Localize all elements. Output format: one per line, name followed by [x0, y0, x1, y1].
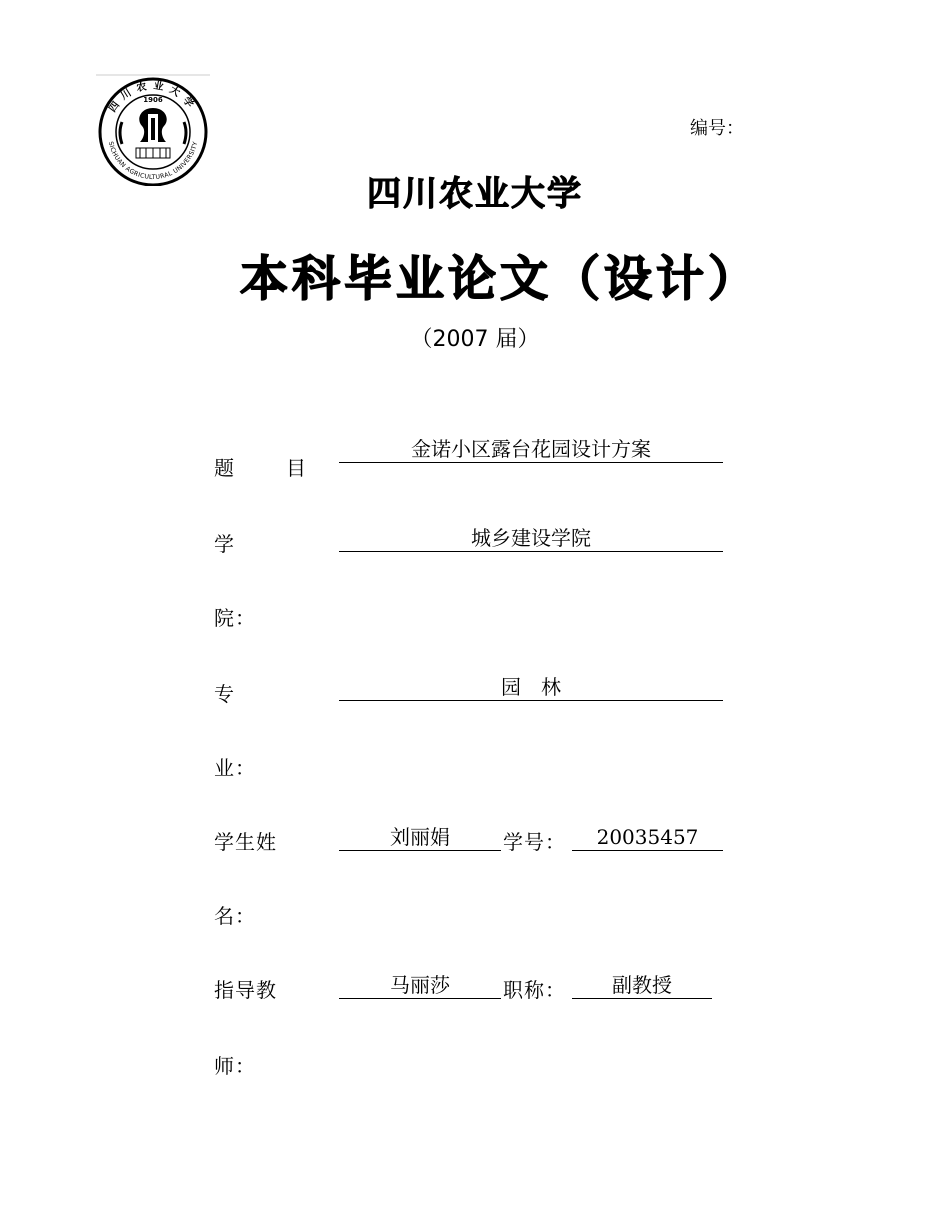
college-value: 城乡建设学院: [339, 525, 723, 552]
college-label-2: 院：: [214, 606, 256, 630]
advisor-label: 指导教: [214, 978, 277, 1002]
topic-label-2: 目: [286, 456, 307, 480]
seal-arc-text-top: 四川农业大学: [107, 80, 199, 115]
major-label: 专: [214, 682, 235, 706]
major-label-2: 业：: [214, 756, 256, 780]
seal-year: 1906: [143, 96, 163, 104]
topic-value: 金诺小区露台花园设计方案: [339, 436, 723, 463]
document-title: 本科毕业论文（设计）: [239, 251, 760, 307]
advisor-name-value: 马丽莎: [339, 972, 501, 999]
student-name-value: 刘丽娟: [339, 824, 501, 851]
advisor-title-value: 副教授: [572, 972, 712, 999]
student-id-label: 学号：: [503, 830, 566, 854]
advisor-title-label: 职称：: [503, 978, 566, 1002]
student-name-label-2: 名：: [214, 904, 256, 928]
student-id-value: 20035457: [572, 824, 723, 851]
college-label: 学: [214, 532, 235, 556]
seal-arc-text-bottom: SICHUAN AGRICULTURAL UNIVERSITY: [106, 140, 200, 182]
major-value: 园 林: [339, 674, 723, 701]
graduation-year: （2007 届）: [410, 327, 540, 352]
university-name: 四川农业大学: [367, 174, 583, 214]
advisor-label-2: 师：: [214, 1054, 256, 1078]
topic-label: 题: [214, 456, 235, 480]
student-name-label: 学生姓: [214, 830, 277, 854]
doc-number-label: 编号：: [690, 118, 744, 139]
